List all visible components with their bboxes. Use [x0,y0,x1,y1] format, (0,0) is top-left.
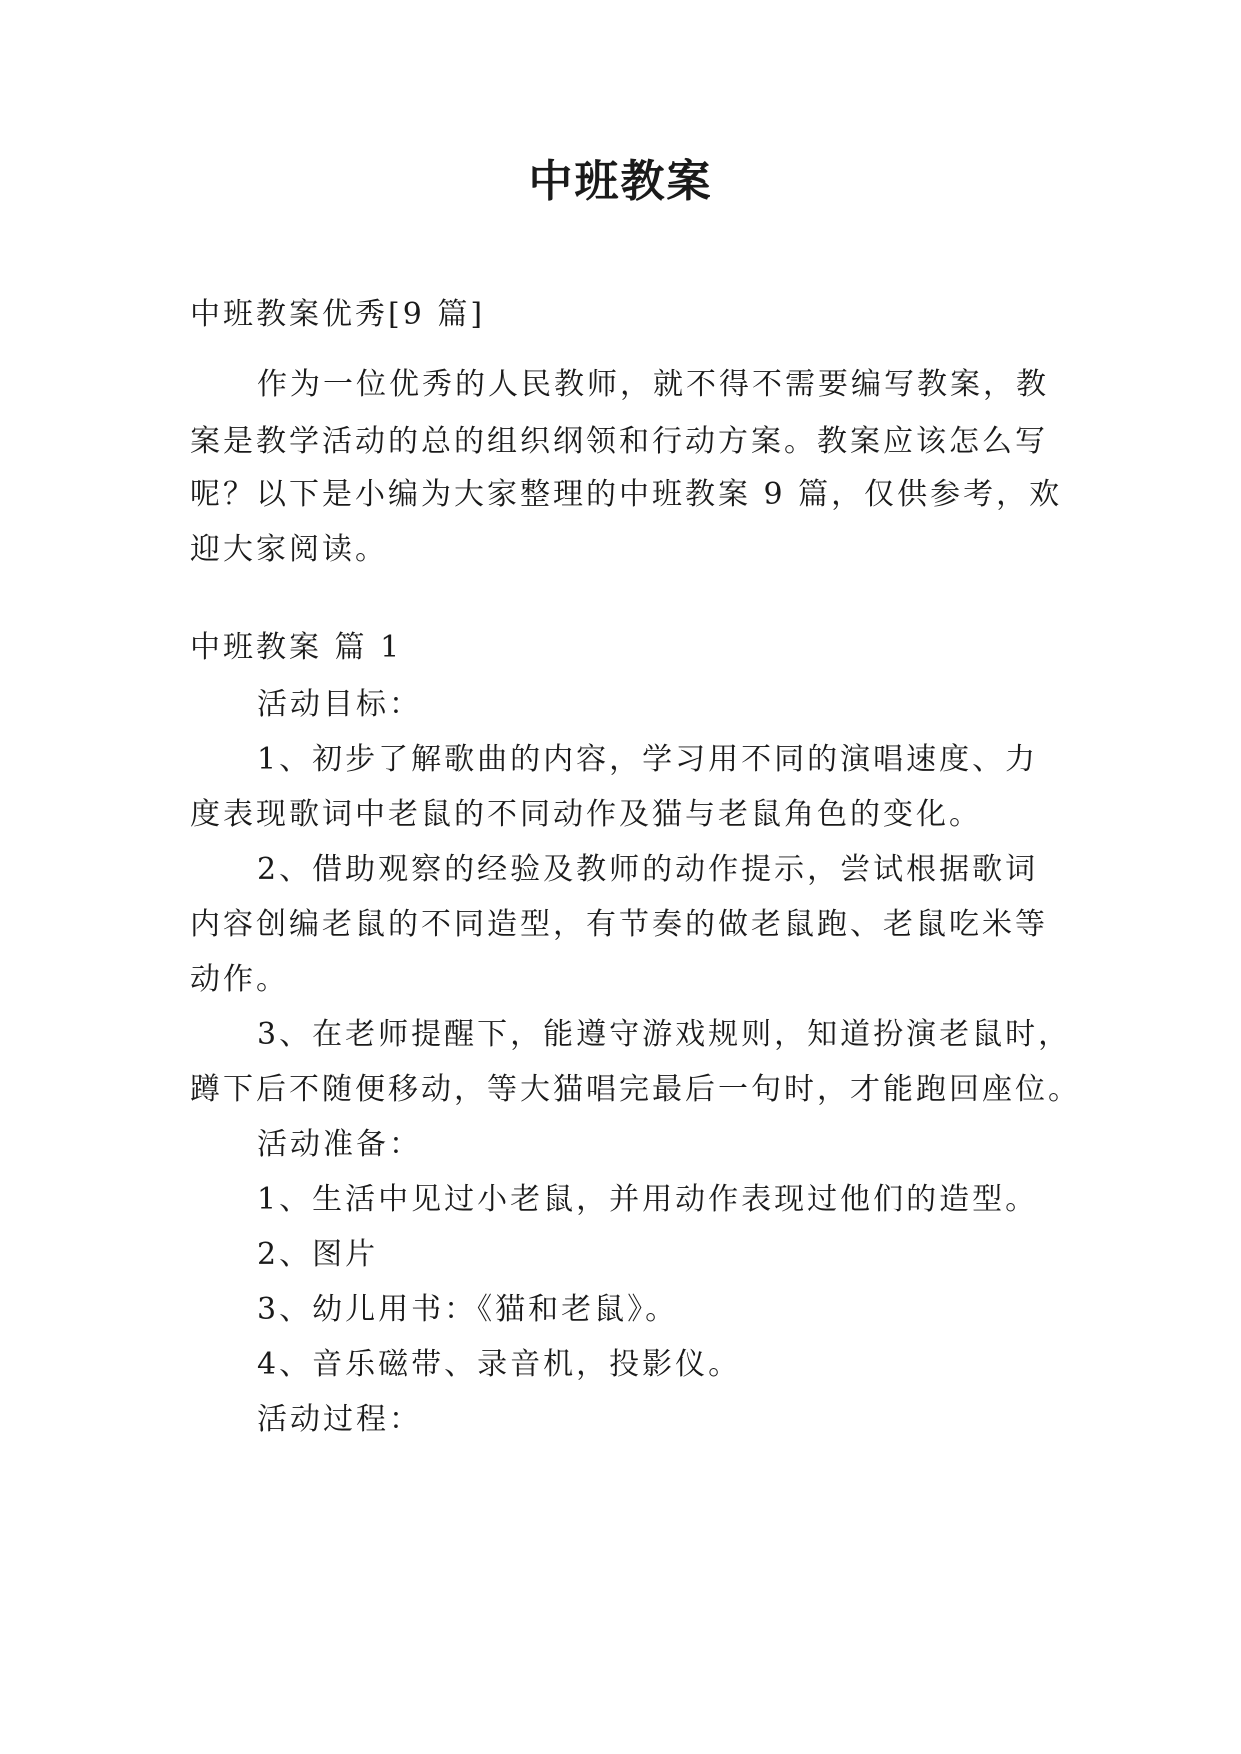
intro-line: 呢？以下是小编为大家整理的中班教案 9 篇，仅供参考，欢 [190,477,1063,512]
goal-line: 度表现歌词中老鼠的不同动作及猫与老鼠角色的变化。 [190,797,982,832]
section-heading: 中班教案 篇 1 [190,630,403,665]
document-subtitle: 中班教案优秀[9 篇] [190,297,486,332]
document-title: 中班教案 [528,156,713,207]
prep-item: 2、图片 [257,1237,379,1272]
goal-line: 内容创编老鼠的不同造型，有节奏的做老鼠跑、老鼠吃米等 [190,907,1048,942]
prep-heading: 活动准备： [257,1127,422,1162]
prep-item: 1、生活中见过小老鼠，并用动作表现过他们的造型。 [257,1182,1039,1217]
intro-line: 作为一位优秀的人民教师，就不得不需要编写教案，教 [257,367,1049,402]
goals-heading: 活动目标： [257,687,422,722]
goal-line: 3、在老师提醒下，能遵守游戏规则，知道扮演老鼠时， [257,1017,1072,1052]
process-heading: 活动过程： [257,1402,422,1437]
intro-line: 迎大家阅读。 [190,532,388,567]
goal-line: 2、借助观察的经验及教师的动作提示，尝试根据歌词 [257,852,1039,887]
goal-line: 动作。 [190,962,289,997]
prep-item: 4、音乐磁带、录音机，投影仪。 [257,1347,742,1382]
goal-line: 蹲下后不随便移动，等大猫唱完最后一句时，才能跑回座位。 [190,1072,1081,1107]
intro-line: 案是教学活动的总的组织纲领和行动方案。教案应该怎么写 [190,424,1048,459]
prep-item: 3、幼儿用书：《猫和老鼠》。 [257,1292,679,1327]
goal-line: 1、初步了解歌曲的内容，学习用不同的演唱速度、力 [257,742,1039,777]
